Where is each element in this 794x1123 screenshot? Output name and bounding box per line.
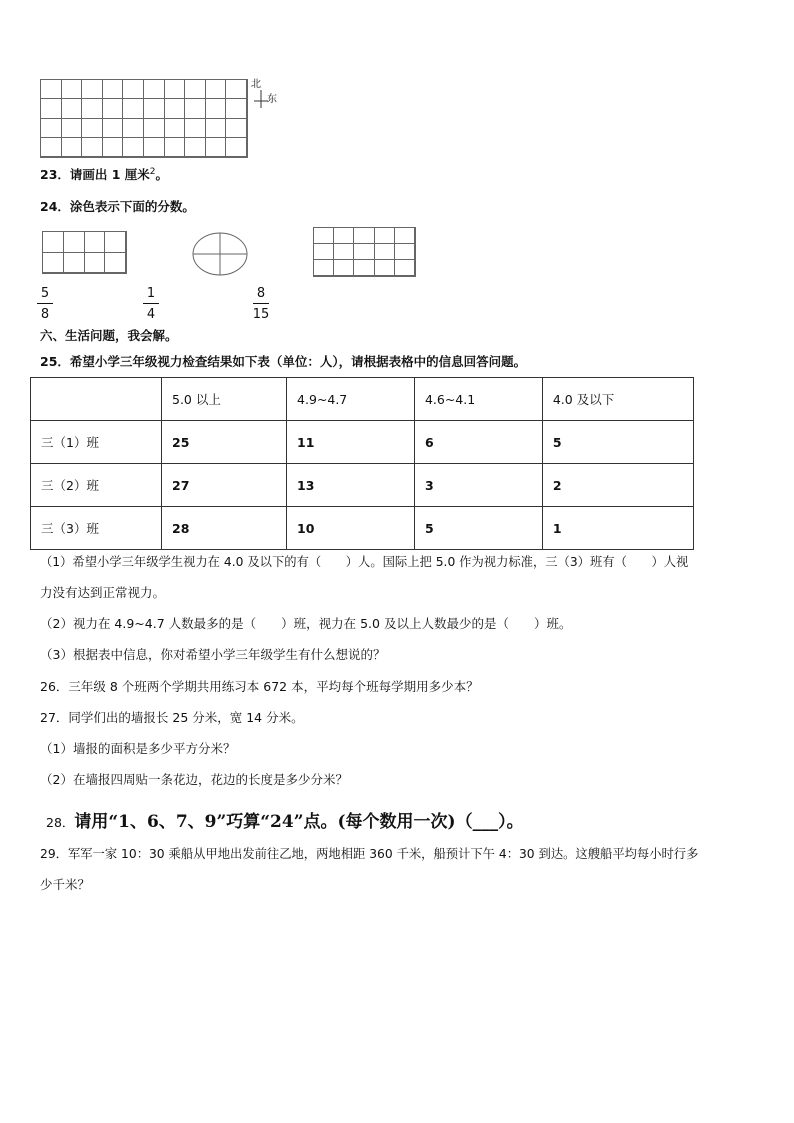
fraction-one-quarter: [140, 286, 162, 322]
table-row: [31, 464, 694, 507]
table-cell-class: 三（3）班: [31, 507, 162, 550]
question-29-line1: 29．军军一家 10：30 乘船从甲地出发前往乙地，两地相距 360 千米，船预计下午 4：30 到达。这艘船平均每小时行多: [40, 847, 699, 861]
table-header-cell: 5.0 以上: [162, 378, 287, 421]
fraction-five-eighths: [34, 286, 56, 322]
table-cell: 2: [542, 464, 693, 507]
table-row: [31, 507, 694, 550]
question-23-superscript: 2: [149, 167, 156, 177]
question-28: [46, 807, 524, 832]
table-cell: 25: [162, 421, 287, 464]
fraction-denominator: 8: [40, 307, 50, 322]
fraction-numerator: 8: [256, 286, 266, 301]
table-cell: 13: [287, 464, 415, 507]
question-25-sub1-line2: 力没有达到正常视力。: [40, 585, 166, 600]
question-27-sub1: （1）墙报的面积是多少平方分米？: [40, 741, 236, 756]
question-27-sub2: （2）在墙报四周贴一条花边，花边的长度是多少分米？: [40, 772, 348, 787]
question-23-text: 23．请画出 1 厘米: [40, 167, 150, 183]
compass-east-label: 东: [267, 94, 277, 105]
table-cell: 11: [287, 421, 415, 464]
fraction-eight-fifteenths: [250, 286, 272, 322]
table-cell: 6: [414, 421, 542, 464]
table-cell: 28: [162, 507, 287, 550]
fraction-denominator: 15: [252, 307, 270, 322]
table-cell: 3: [414, 464, 542, 507]
section-6-heading: 六、生活问题，我会解。: [40, 328, 178, 343]
table-header-cell: 4.0 及以下: [542, 378, 693, 421]
fraction-numerator: 5: [40, 286, 50, 301]
question-25-sub3: （3）根据表中信息，你对希望小学三年级学生有什么想说的？: [40, 647, 386, 662]
map-grid: [40, 79, 248, 158]
compass: [249, 78, 283, 108]
question-26: 26．三年级 8 个班两个学期共用练习本 672 本，平均每个班每学期用多少本？: [40, 679, 479, 694]
compass-north-label: 北: [251, 79, 261, 90]
question-27-text: 27．同学们出的墙报长 25 分米，宽 14 分米。: [40, 710, 304, 725]
question-25-text: 25．希望小学三年级视力检查结果如下表（单位：人），请根据表格中的信息回答问题。: [40, 354, 527, 369]
question-28-text: 请用“1、6、7、9”巧算“24”点。(每个数用一次)（___）。: [74, 812, 524, 832]
question-29-line2: 少千米？: [40, 877, 91, 892]
table-row: [31, 421, 694, 464]
question-28-number: 28．: [46, 815, 75, 830]
table-cell: 1: [542, 507, 693, 550]
table-header-cell: 4.6~4.1: [414, 378, 542, 421]
table-cell: 27: [162, 464, 287, 507]
question-23-tail: 。: [155, 167, 169, 183]
table-header-cell: [31, 378, 162, 421]
table-cell: 5: [414, 507, 542, 550]
question-25-sub2: （2）视力在 4.9~4.7 人数最多的是（ ）班，视力在 5.0 及以上人数最少的是（ ）班。: [40, 616, 572, 631]
question-24-text: 24．涂色表示下面的分数。: [40, 199, 195, 214]
fraction-denominator: 4: [146, 307, 156, 322]
table-cell-class: 三（1）班: [31, 421, 162, 464]
fraction-rect-8: [42, 231, 127, 274]
table-header-cell: 4.9~4.7: [287, 378, 415, 421]
table-cell: 10: [287, 507, 415, 550]
question-25-sub1-line1: （1）希望小学三年级学生视力在 4.0 及以下的有（ ）人。国际上把 5.0 作为视力标准，三（3）班有（ ）人视: [40, 555, 689, 569]
question-23: [40, 168, 168, 182]
fraction-numerator: 1: [146, 286, 156, 301]
table-header-row: [31, 378, 694, 421]
table-cell-class: 三（2）班: [31, 464, 162, 507]
fraction-circle-4: [191, 231, 249, 277]
fraction-rect-15: [313, 227, 416, 277]
table-cell: 5: [542, 421, 693, 464]
compass-cross-icon: [254, 90, 268, 108]
vision-table: [30, 377, 694, 550]
